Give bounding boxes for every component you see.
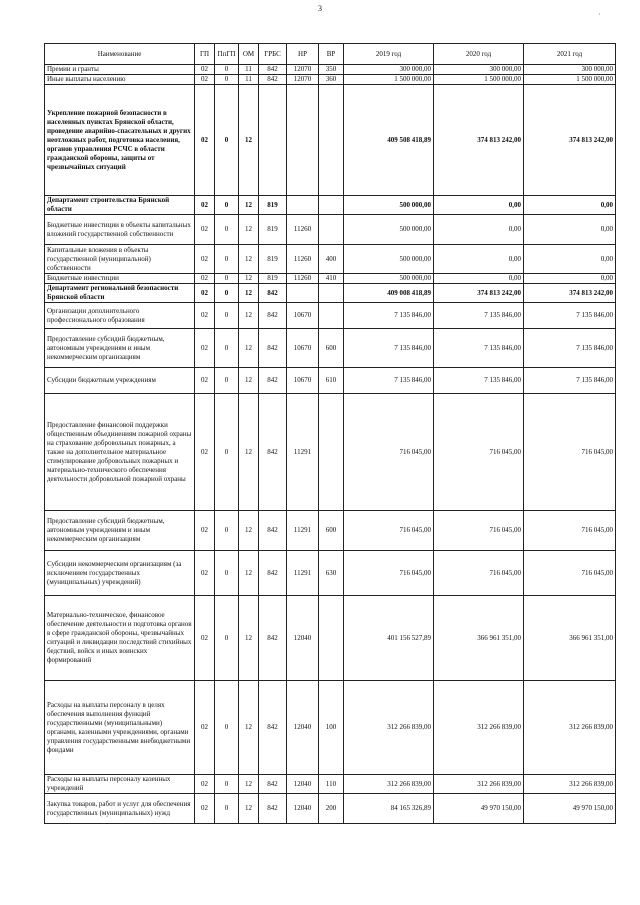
- row-2019: 1 500 000,00: [344, 75, 434, 85]
- table-row: [45, 596, 616, 681]
- row-2019: 312 266 839,00: [344, 681, 434, 775]
- row-nr: 10670: [287, 368, 319, 394]
- row-2019: 7 135 846,00: [344, 329, 434, 368]
- row-gp: 02: [195, 274, 215, 284]
- row-2020: 7 135 846,00: [434, 368, 524, 394]
- row-2020: 366 961 351,00: [434, 596, 524, 681]
- row-2020: 312 266 839,00: [434, 775, 524, 794]
- row-name: Расходы на выплаты персоналу казенных учреждений: [45, 775, 195, 794]
- row-om: 11: [239, 75, 259, 85]
- table-row: [45, 284, 616, 303]
- row-gp: 02: [195, 511, 215, 551]
- row-vr: 350: [319, 65, 344, 75]
- row-nr: 10670: [287, 329, 319, 368]
- row-2019: 409 508 418,89: [344, 85, 434, 196]
- row-2019: 300 000,00: [344, 65, 434, 75]
- budget-table: [44, 43, 616, 824]
- table-row: [45, 329, 616, 368]
- row-om: 12: [239, 245, 259, 274]
- row-nr: 12040: [287, 596, 319, 681]
- row-gp: 02: [195, 85, 215, 196]
- header-2020: 2020 год: [434, 44, 524, 65]
- row-ppgp: 0: [215, 303, 239, 329]
- row-2019: 7 135 846,00: [344, 368, 434, 394]
- row-name: Материально-техническое, финансовое обеспечение деятельности и подготовка органов в сфере гражданской обороны, чрезвычайных ситуаций и ликвидации последствий стихийных бедствий, войск и иных воинских формирований: [45, 596, 195, 681]
- page-number: 3: [318, 4, 322, 13]
- header-gp: ГП: [195, 44, 215, 65]
- row-2021: 716 045,00: [524, 511, 616, 551]
- row-2021: 49 970 150,00: [524, 794, 616, 824]
- row-ppgp: 0: [215, 65, 239, 75]
- row-grbs: 842: [259, 75, 287, 85]
- row-ppgp: 0: [215, 596, 239, 681]
- row-2021: 7 135 846,00: [524, 368, 616, 394]
- row-gp: 02: [195, 75, 215, 85]
- row-ppgp: 0: [215, 368, 239, 394]
- row-2020: 716 045,00: [434, 551, 524, 596]
- row-om: 12: [239, 596, 259, 681]
- row-ppgp: 0: [215, 794, 239, 824]
- row-2020: 312 266 839,00: [434, 681, 524, 775]
- row-ppgp: 0: [215, 75, 239, 85]
- header-grbs: ГРБС: [259, 44, 287, 65]
- row-om: 11: [239, 65, 259, 75]
- row-name: Капитальные вложения в объекты государственной (муниципальной) собственности: [45, 245, 195, 274]
- row-gp: 02: [195, 65, 215, 75]
- row-gp: 02: [195, 215, 215, 245]
- row-gp: 02: [195, 775, 215, 794]
- row-name: Закупка товаров, работ и услуг для обеспечения государственных (муниципальных) нужд: [45, 794, 195, 824]
- table-row: [45, 245, 616, 274]
- row-nr: 12070: [287, 75, 319, 85]
- row-gp: 02: [195, 196, 215, 215]
- row-grbs: 842: [259, 368, 287, 394]
- table-row: [45, 65, 616, 75]
- row-name: Расходы на выплаты персоналу в целях обеспечения выполнения функций государственными (муниципальными) органами, казенными учреждениями, органами управления государственными внебюджетными фондами: [45, 681, 195, 775]
- row-2021: 312 266 839,00: [524, 681, 616, 775]
- table-row: [45, 681, 616, 775]
- row-vr: 410: [319, 274, 344, 284]
- row-2019: 500 000,00: [344, 196, 434, 215]
- row-2020: 0,00: [434, 274, 524, 284]
- row-grbs: 842: [259, 511, 287, 551]
- corner-mark: ·: [598, 10, 601, 19]
- row-grbs: 842: [259, 551, 287, 596]
- row-nr: 10670: [287, 303, 319, 329]
- row-2020: 49 970 150,00: [434, 794, 524, 824]
- row-ppgp: 0: [215, 85, 239, 196]
- row-om: 12: [239, 511, 259, 551]
- row-om: 12: [239, 85, 259, 196]
- row-grbs: 819: [259, 245, 287, 274]
- row-ppgp: 0: [215, 551, 239, 596]
- row-2021: 374 813 242,00: [524, 85, 616, 196]
- row-2020: 374 813 242,00: [434, 284, 524, 303]
- row-vr: 110: [319, 775, 344, 794]
- table-row: [45, 511, 616, 551]
- table-row: [45, 551, 616, 596]
- row-nr: 11291: [287, 511, 319, 551]
- table-row: [45, 303, 616, 329]
- row-2019: 500 000,00: [344, 215, 434, 245]
- table-row: [45, 394, 616, 511]
- row-vr: 200: [319, 794, 344, 824]
- table-body: [45, 65, 616, 824]
- row-2019: 500 000,00: [344, 274, 434, 284]
- row-om: 12: [239, 329, 259, 368]
- row-2020: 716 045,00: [434, 394, 524, 511]
- row-om: 12: [239, 215, 259, 245]
- row-ppgp: 0: [215, 681, 239, 775]
- row-nr: [287, 284, 319, 303]
- row-vr: [319, 196, 344, 215]
- row-nr: 12070: [287, 65, 319, 75]
- row-grbs: [259, 85, 287, 196]
- row-vr: [319, 215, 344, 245]
- row-vr: 630: [319, 551, 344, 596]
- header-name: Наименование: [45, 44, 195, 65]
- row-ppgp: 0: [215, 394, 239, 511]
- row-vr: 610: [319, 368, 344, 394]
- row-vr: 100: [319, 681, 344, 775]
- row-om: 12: [239, 284, 259, 303]
- row-2019: 500 000,00: [344, 245, 434, 274]
- row-name: Бюджетные инвестиции в объекты капитальных вложений государственной собственности: [45, 215, 195, 245]
- row-2021: 0,00: [524, 196, 616, 215]
- row-nr: 12040: [287, 794, 319, 824]
- table-row: [45, 775, 616, 794]
- row-2021: 7 135 846,00: [524, 303, 616, 329]
- row-nr: 11260: [287, 245, 319, 274]
- row-gp: 02: [195, 681, 215, 775]
- row-gp: 02: [195, 329, 215, 368]
- row-ppgp: 0: [215, 215, 239, 245]
- row-vr: 360: [319, 75, 344, 85]
- row-name: Предоставление субсидий бюджетным, автономным учреждениям и иным некоммерческим организациям: [45, 329, 195, 368]
- row-2021: 7 135 846,00: [524, 329, 616, 368]
- row-grbs: 842: [259, 284, 287, 303]
- row-gp: 02: [195, 596, 215, 681]
- row-2020: 0,00: [434, 215, 524, 245]
- row-ppgp: 0: [215, 284, 239, 303]
- row-om: 12: [239, 303, 259, 329]
- row-vr: 600: [319, 511, 344, 551]
- table-row: [45, 75, 616, 85]
- header-2019: 2019 год: [344, 44, 434, 65]
- row-om: 12: [239, 394, 259, 511]
- row-vr: [319, 303, 344, 329]
- row-2020: 300 000,00: [434, 65, 524, 75]
- table-row: [45, 368, 616, 394]
- row-2021: 0,00: [524, 245, 616, 274]
- row-name: Департамент региональной безопасности Брянской области: [45, 284, 195, 303]
- row-name: Предоставление субсидий бюджетным, автономным учреждениям и иным некоммерческим организациям: [45, 511, 195, 551]
- row-grbs: 842: [259, 303, 287, 329]
- row-2021: 312 266 839,00: [524, 775, 616, 794]
- row-ppgp: 0: [215, 511, 239, 551]
- table-row: [45, 85, 616, 196]
- row-2019: 401 156 527,89: [344, 596, 434, 681]
- row-2021: 1 500 000,00: [524, 75, 616, 85]
- row-ppgp: 0: [215, 775, 239, 794]
- row-gp: 02: [195, 794, 215, 824]
- row-gp: 02: [195, 284, 215, 303]
- row-2020: 7 135 846,00: [434, 303, 524, 329]
- row-om: 12: [239, 775, 259, 794]
- row-name: Укрепление пожарной безопасности в населенных пунктах Брянской области, проведение аварийно-спасательных и других неотложных работ, подготовка населения, органов управления РСЧС в области гражданской обороны, защиты от чрезвычайных ситуаций: [45, 85, 195, 196]
- row-2019: 716 045,00: [344, 551, 434, 596]
- row-gp: 02: [195, 245, 215, 274]
- row-2019: 716 045,00: [344, 394, 434, 511]
- row-2021: 366 961 351,00: [524, 596, 616, 681]
- row-ppgp: 0: [215, 196, 239, 215]
- row-ppgp: 0: [215, 274, 239, 284]
- row-2021: 716 045,00: [524, 551, 616, 596]
- row-om: 12: [239, 196, 259, 215]
- row-gp: 02: [195, 368, 215, 394]
- header-2021: 2021 год: [524, 44, 616, 65]
- row-name: Субсидии некоммерческим организациям (за исключением государственных (муниципальных) учреждений): [45, 551, 195, 596]
- row-grbs: 842: [259, 775, 287, 794]
- table-row: [45, 274, 616, 284]
- row-2021: 0,00: [524, 274, 616, 284]
- row-grbs: 842: [259, 65, 287, 75]
- row-2021: 716 045,00: [524, 394, 616, 511]
- row-name: Субсидии бюджетным учреждениям: [45, 368, 195, 394]
- row-vr: [319, 85, 344, 196]
- table-row: [45, 794, 616, 824]
- row-om: 12: [239, 681, 259, 775]
- row-gp: 02: [195, 303, 215, 329]
- row-om: 12: [239, 794, 259, 824]
- row-om: 12: [239, 551, 259, 596]
- row-vr: [319, 394, 344, 511]
- row-2020: 0,00: [434, 196, 524, 215]
- row-name: Предоставление финансовой поддержки общественным объединениям пожарной охраны на страхование добровольных пожарных, а также на дополнительное материальное стимулирование добровольных пожарных и материально-технического обеспечения деятельности добровольной пожарной охраны: [45, 394, 195, 511]
- table-row: [45, 196, 616, 215]
- row-2019: 716 045,00: [344, 511, 434, 551]
- row-gp: 02: [195, 551, 215, 596]
- table-row: [45, 215, 616, 245]
- row-om: 12: [239, 274, 259, 284]
- row-2021: 0,00: [524, 215, 616, 245]
- row-nr: 11291: [287, 551, 319, 596]
- row-2019: 7 135 846,00: [344, 303, 434, 329]
- row-grbs: 819: [259, 215, 287, 245]
- row-name: Иные выплаты населению: [45, 75, 195, 85]
- row-2021: 374 813 242,00: [524, 284, 616, 303]
- row-nr: [287, 196, 319, 215]
- row-2020: 7 135 846,00: [434, 329, 524, 368]
- row-2019: 409 008 418,89: [344, 284, 434, 303]
- row-vr: [319, 284, 344, 303]
- row-name: Департамент строительства Брянской области: [45, 196, 195, 215]
- row-grbs: 842: [259, 681, 287, 775]
- row-2021: 300 000,00: [524, 65, 616, 75]
- row-nr: [287, 85, 319, 196]
- header-vr: ВР: [319, 44, 344, 65]
- row-name: Премии и гранты: [45, 65, 195, 75]
- table-header-row: [45, 44, 616, 65]
- row-ppgp: 0: [215, 329, 239, 368]
- row-vr: 400: [319, 245, 344, 274]
- row-nr: 12040: [287, 681, 319, 775]
- row-vr: 600: [319, 329, 344, 368]
- row-grbs: 819: [259, 274, 287, 284]
- row-gp: 02: [195, 394, 215, 511]
- row-name: Организации дополнительного профессионального образования: [45, 303, 195, 329]
- row-2020: 0,00: [434, 245, 524, 274]
- row-2020: 716 045,00: [434, 511, 524, 551]
- row-name: Бюджетные инвестиции: [45, 274, 195, 284]
- row-vr: [319, 596, 344, 681]
- header-nr: НР: [287, 44, 319, 65]
- header-ppgp: ПпГП: [215, 44, 239, 65]
- row-nr: 11260: [287, 215, 319, 245]
- row-nr: 12040: [287, 775, 319, 794]
- row-om: 12: [239, 368, 259, 394]
- row-nr: 11291: [287, 394, 319, 511]
- row-nr: 11260: [287, 274, 319, 284]
- row-grbs: 842: [259, 596, 287, 681]
- row-2020: 1 500 000,00: [434, 75, 524, 85]
- row-grbs: 842: [259, 394, 287, 511]
- row-ppgp: 0: [215, 245, 239, 274]
- row-2019: 312 266 839,00: [344, 775, 434, 794]
- row-grbs: 842: [259, 329, 287, 368]
- row-grbs: 819: [259, 196, 287, 215]
- row-grbs: 842: [259, 794, 287, 824]
- row-2019: 84 165 326,89: [344, 794, 434, 824]
- row-2020: 374 813 242,00: [434, 85, 524, 196]
- header-om: ОМ: [239, 44, 259, 65]
